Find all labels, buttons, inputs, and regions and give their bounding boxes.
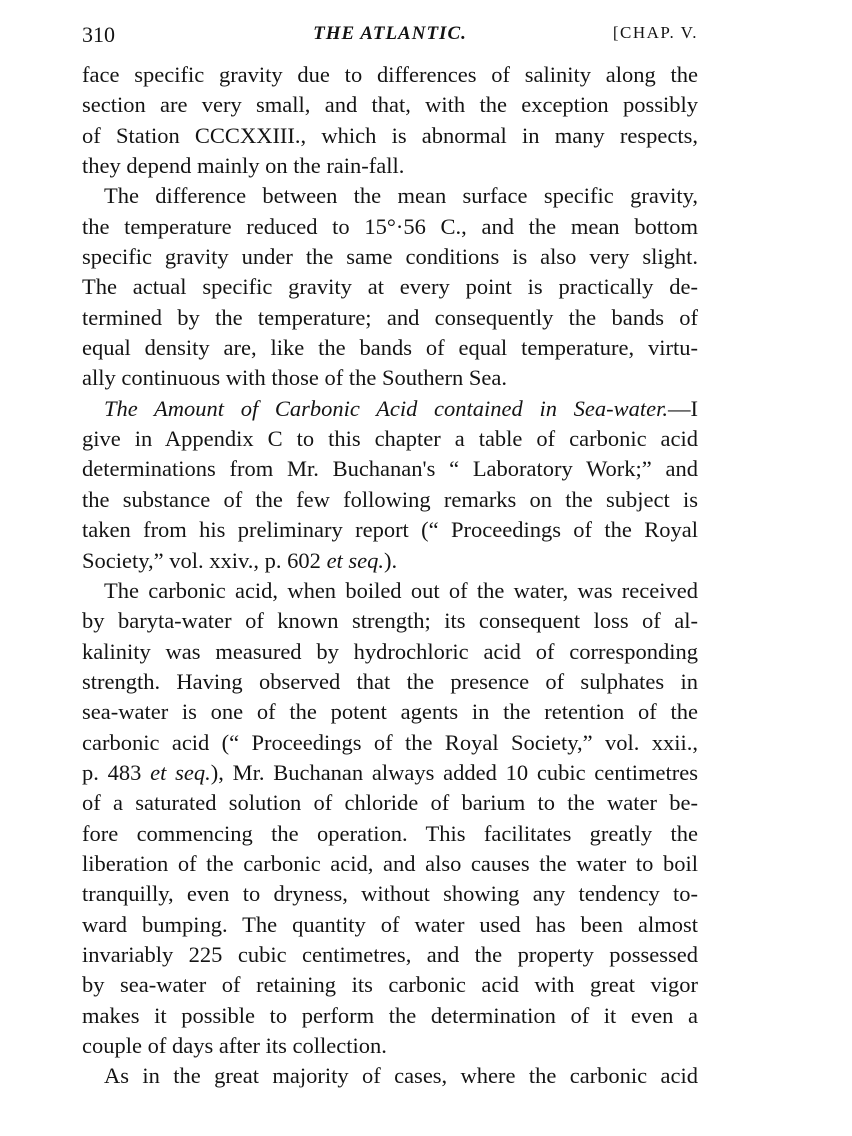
section-heading: The Amount of Carbonic Acid contained in Sea-water.: [104, 395, 668, 421]
text-line: by sea-water of retaining its carbonic acid with great vigor: [82, 972, 698, 998]
text-line: determinations from Mr. Buchanan's “ Laboratory Work;” and: [82, 456, 698, 482]
text-fragment: Society,” vol. xxiv., p. 602: [82, 547, 327, 573]
text-line: carbonic acid (“ Proceedings of the Royal Society,” vol. xxii.,: [82, 729, 698, 755]
text-line: termined by the temperature; and consequently the bands of: [82, 304, 698, 330]
text-line: [82, 546, 698, 576]
paragraph: [82, 60, 698, 181]
text-fragment: p. 483: [82, 759, 151, 785]
body-text: [82, 60, 698, 1092]
text-line: the substance of the few following remarks on the subject is: [82, 486, 698, 512]
text-line: invariably 225 cubic centimetres, and the property possessed: [82, 941, 698, 967]
text-fragment: ), Mr. Buchanan always added 10 cubic centimetres: [210, 759, 699, 785]
text-line: The actual specific gravity at every point is practically de-: [82, 274, 698, 300]
text-line: equal density are, like the bands of equal temperature, virtu-: [82, 335, 698, 361]
paragraph: [82, 181, 698, 393]
text-line: ally continuous with those of the Southern Sea.: [82, 365, 507, 391]
text-line: strength. Having observed that the presence of sulphates in: [82, 668, 698, 694]
chapter-reference: [CHAP. V.: [612, 23, 698, 42]
text-line: The difference between the mean surface specific gravity,: [104, 183, 698, 209]
text-line: ward bumping. The quantity of water used has been almost: [82, 911, 698, 937]
text-fragment-italic: et seq.: [326, 547, 385, 573]
text-line: of a saturated solution of chloride of barium to the water be-: [82, 790, 698, 816]
text-line: give in Appendix C to this chapter a table of carbonic acid: [82, 426, 698, 452]
text-fragment: —I: [668, 395, 698, 421]
text-fragment: ).: [384, 547, 398, 573]
text-line: they depend mainly on the rain-fall.: [82, 153, 405, 179]
text-line: kalinity was measured by hydrochloric acid of corresponding: [82, 638, 698, 664]
text-line: fore commencing the operation. This facilitates greatly the: [82, 820, 698, 846]
paragraph: [82, 1061, 698, 1091]
page-number: 310: [82, 22, 115, 47]
text-line: makes it possible to perform the determination of it even a: [82, 1002, 698, 1028]
text-line: liberation of the carbonic acid, and also causes the water to boil: [82, 850, 698, 876]
text-line: tranquilly, even to dryness, without showing any tendency to-: [82, 881, 698, 907]
text-line: by baryta-water of known strength; its consequent loss of al-: [82, 608, 698, 634]
text-line: couple of days after its collection.: [82, 1033, 387, 1058]
text-line: of Station CCCXXIII., which is abnormal in many respects,: [82, 122, 698, 148]
text-line: [82, 758, 698, 788]
running-title: THE ATLANTIC.: [313, 23, 467, 44]
text-line: As in the great majority of cases, where the carbonic acid: [104, 1063, 698, 1089]
text-line: sea-water is one of the potent agents in the retention of the: [82, 699, 698, 725]
text-line: section are very small, and that, with the exception possibly: [82, 92, 698, 118]
text-line: [82, 394, 698, 424]
paragraph: [82, 576, 698, 1062]
paragraph: [82, 394, 698, 576]
text-line: specific gravity under the same conditions is also very slight.: [82, 244, 698, 270]
text-line: taken from his preliminary report (“ Proceedings of the Royal: [82, 517, 698, 543]
text-line: the temperature reduced to 15°·56 C., and the mean bottom: [82, 213, 698, 239]
text-line: face specific gravity due to differences of salinity along the: [82, 62, 698, 87]
page-header: [82, 22, 698, 56]
text-fragment-italic: et seq.: [150, 759, 211, 785]
text-line: The carbonic acid, when boiled out of the water, was received: [104, 577, 698, 603]
